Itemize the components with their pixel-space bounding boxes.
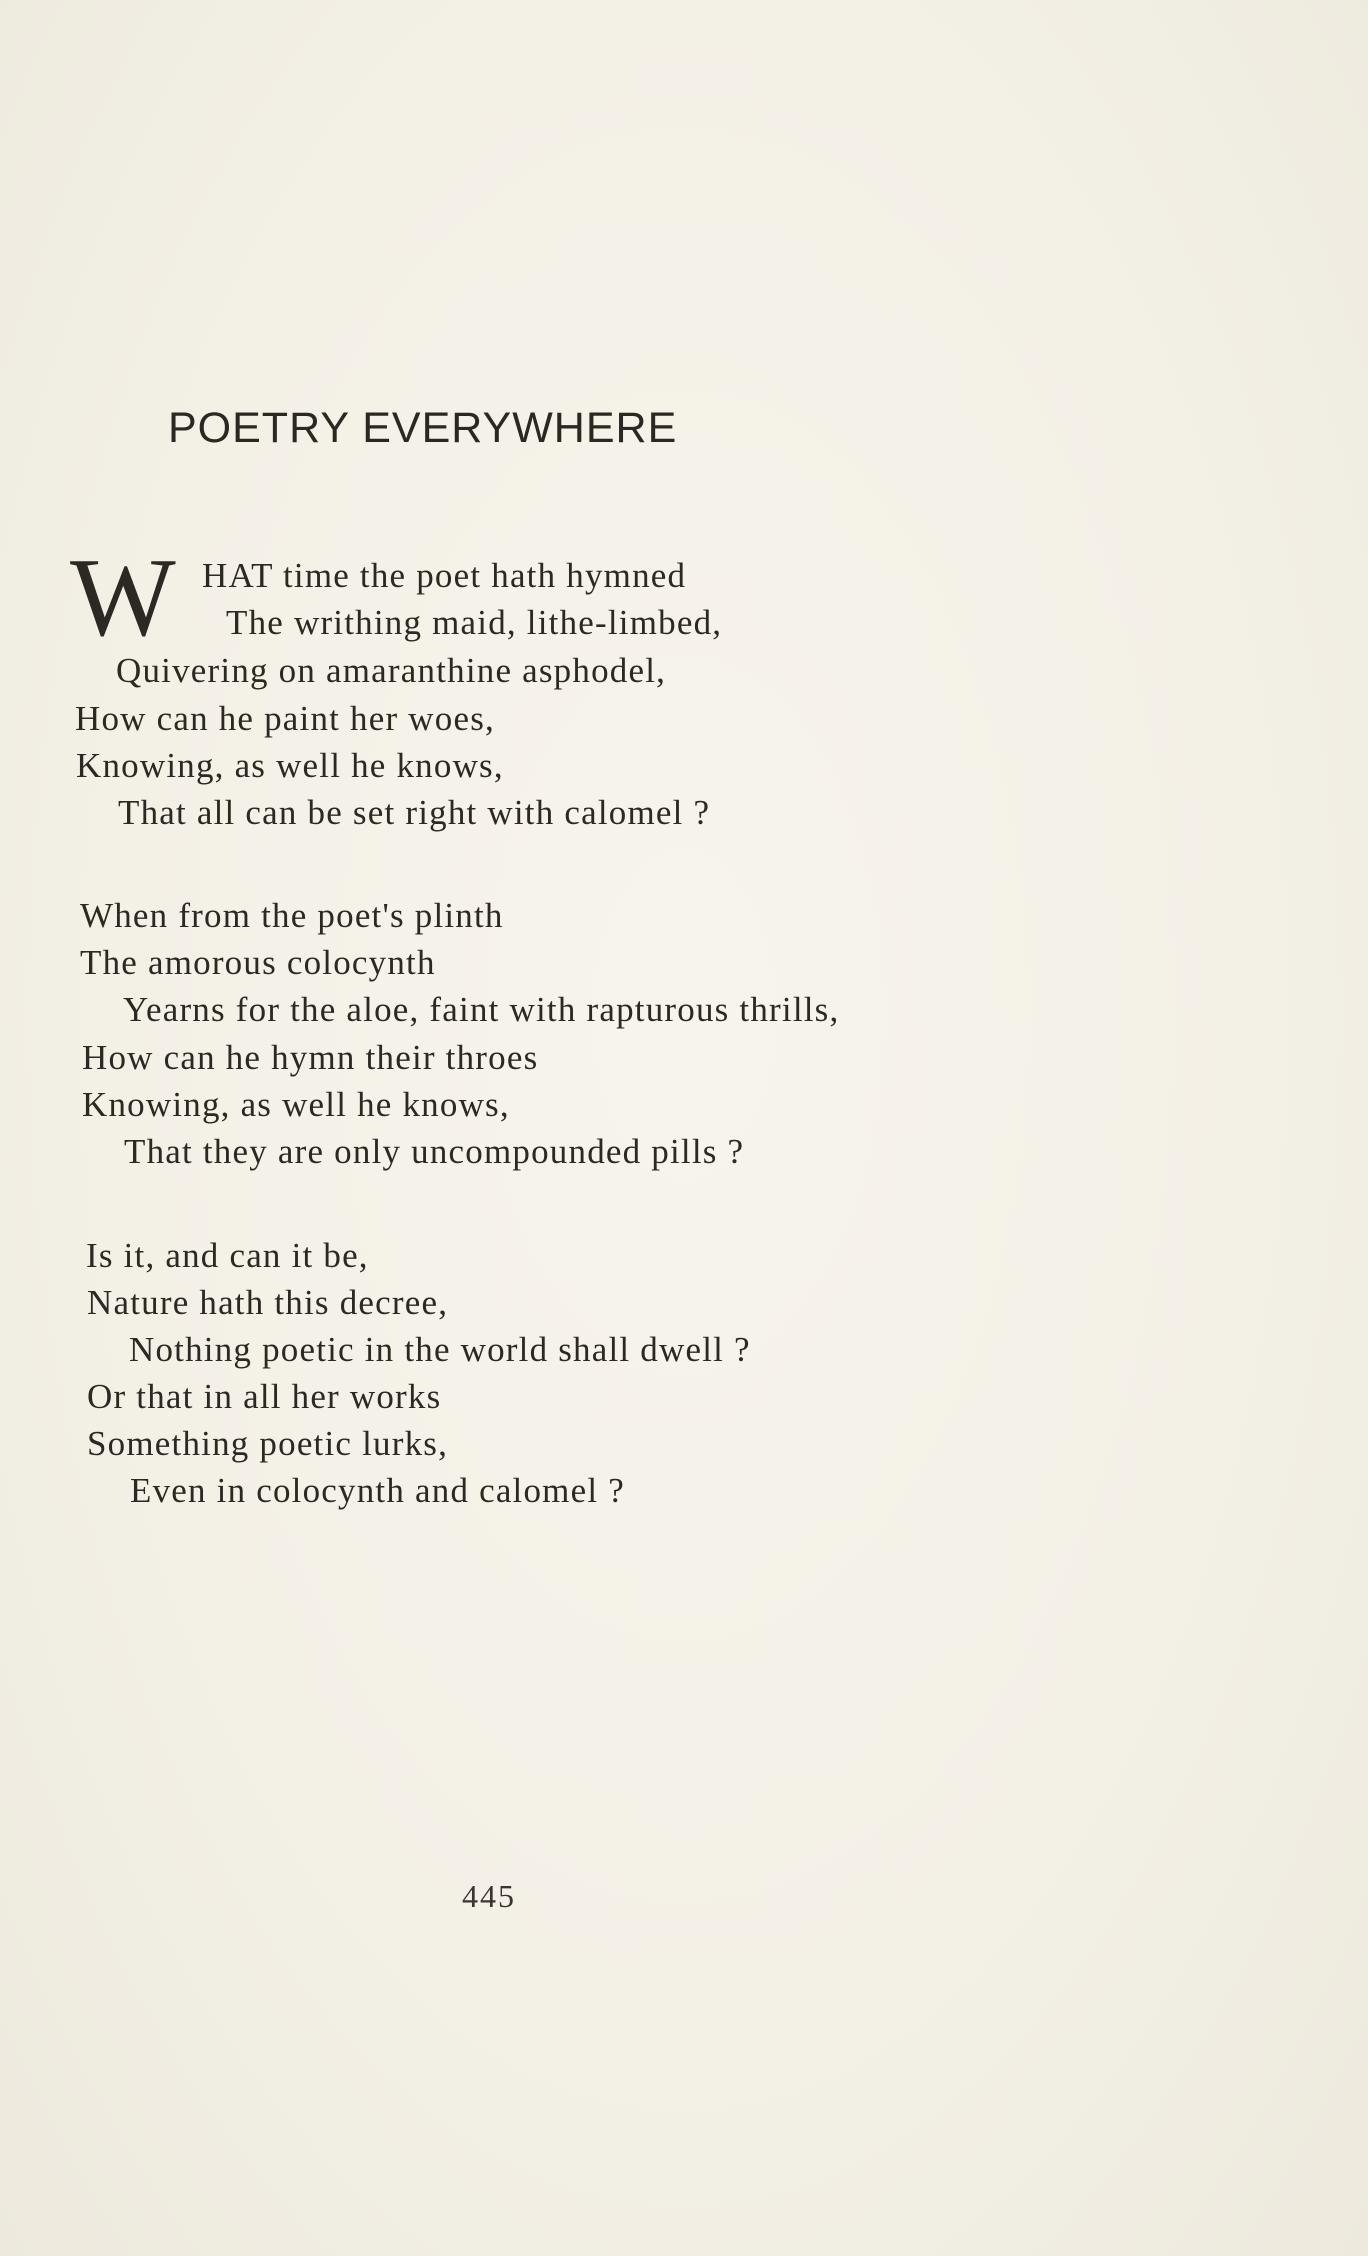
poem-line: Nature hath this decree, (87, 1283, 449, 1322)
poem-line: How can he paint her woes, (75, 699, 495, 738)
poem-line: Even in colocynth and calomel ? (130, 1471, 625, 1510)
poem-line: That they are only uncompounded pills ? (124, 1132, 745, 1171)
poem-line: The amorous colocynth (80, 943, 436, 982)
poem-line: How can he hymn their throes (82, 1038, 539, 1077)
poem-line: HAT time the poet hath hymned (202, 556, 687, 595)
poem-line: When from the poet's plinth (80, 896, 504, 935)
poem-line: Something poetic lurks, (87, 1424, 449, 1463)
poem-line: Knowing, as well he knows, (76, 746, 504, 785)
poem-line: Knowing, as well he knows, (82, 1085, 510, 1124)
poem-line: Nothing poetic in the world shall dwell ? (129, 1330, 751, 1369)
poem-line: Quivering on amaranthine asphodel, (116, 651, 667, 690)
poem-title: POETRY EVERYWHERE (168, 404, 678, 452)
page-number: 445 (462, 1878, 516, 1914)
poem-line: Yearns for the aloe, faint with rapturous thrills, (123, 990, 840, 1029)
poem-line: The writhing maid, lithe-limbed, (226, 603, 723, 642)
drop-cap: W (70, 536, 176, 660)
poem-line: That all can be set right with calomel ? (118, 793, 711, 832)
poem-line: Is it, and can it be, (86, 1236, 369, 1275)
poem-line: Or that in all her works (87, 1377, 442, 1416)
